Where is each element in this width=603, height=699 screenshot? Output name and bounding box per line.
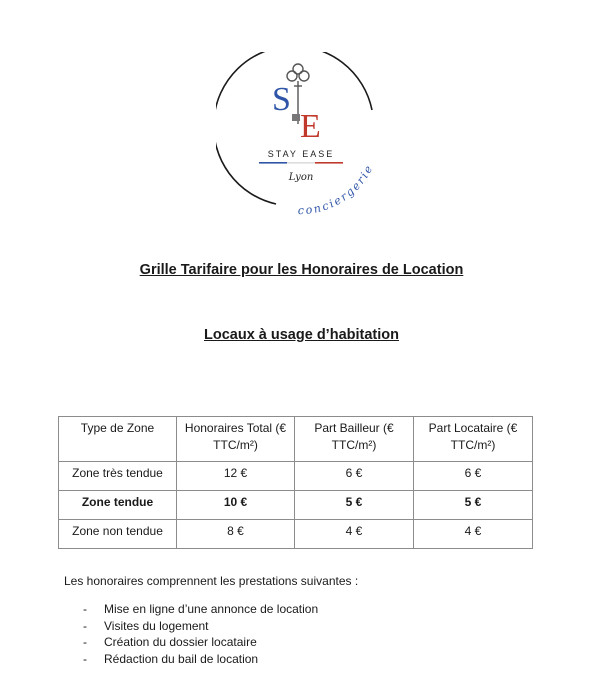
header-total: Honoraires Total (€ TTC/m²) [177,417,295,462]
service-label: Visites du logement [104,618,209,633]
cell-total: 8 € [177,520,295,549]
logo-flag-blue [259,162,287,164]
services-list [83,601,318,667]
header-locataire: Part Locataire (€ TTC/m²) [414,417,533,462]
cell-locataire: 6 € [414,462,533,491]
logo-tagline: conciergerie [297,161,377,217]
logo-emblem [216,52,386,217]
document-subtitle: Locaux à usage d’habitation [204,327,399,343]
cell-zone: Zone très tendue [59,462,177,491]
cell-total: 12 € [177,462,295,491]
cell-bailleur: 5 € [295,491,414,520]
list-item [83,601,318,618]
header-zone: Type de Zone [59,417,177,462]
cell-locataire: 4 € [414,520,533,549]
logo-flag-red [315,162,343,164]
service-label: Mise en ligne d’une annonce de location [104,602,319,616]
logo-initial-e: E [300,108,321,145]
cell-zone: Zone non tendue [59,520,177,549]
cell-total: 10 € [177,491,295,520]
fee-table [58,416,533,549]
fee-table-header-row [59,417,533,462]
cell-bailleur: 6 € [295,462,414,491]
cell-locataire: 5 € [414,491,533,520]
list-item [83,634,318,651]
service-label: Rédaction du bail de location [104,651,259,666]
logo-city: Lyon [288,172,314,183]
document-title: Grille Tarifaire pour les Honoraires de Location [139,262,464,278]
bullet-dash: - [83,602,87,616]
list-item [83,618,318,635]
table-row [59,462,533,491]
bullet-dash: - [83,651,87,666]
service-label: Création du dossier locataire [104,635,257,650]
list-item [83,651,318,668]
header-bailleur: Part Bailleur (€ TTC/m²) [295,417,414,462]
bullet-dash: - [83,618,87,633]
bullet-dash: - [83,635,87,650]
cell-zone: Zone tendue [59,491,177,520]
services-intro: Les honoraires comprennent les prestations suivantes : [64,574,359,588]
logo-initial-s: S [272,81,291,118]
table-row [59,520,533,549]
logo-flag-white [287,162,315,164]
cell-bailleur: 4 € [295,520,414,549]
table-row [59,491,533,520]
stay-ease-logo [216,52,386,217]
logo-brand: STAY EASE [267,149,335,159]
